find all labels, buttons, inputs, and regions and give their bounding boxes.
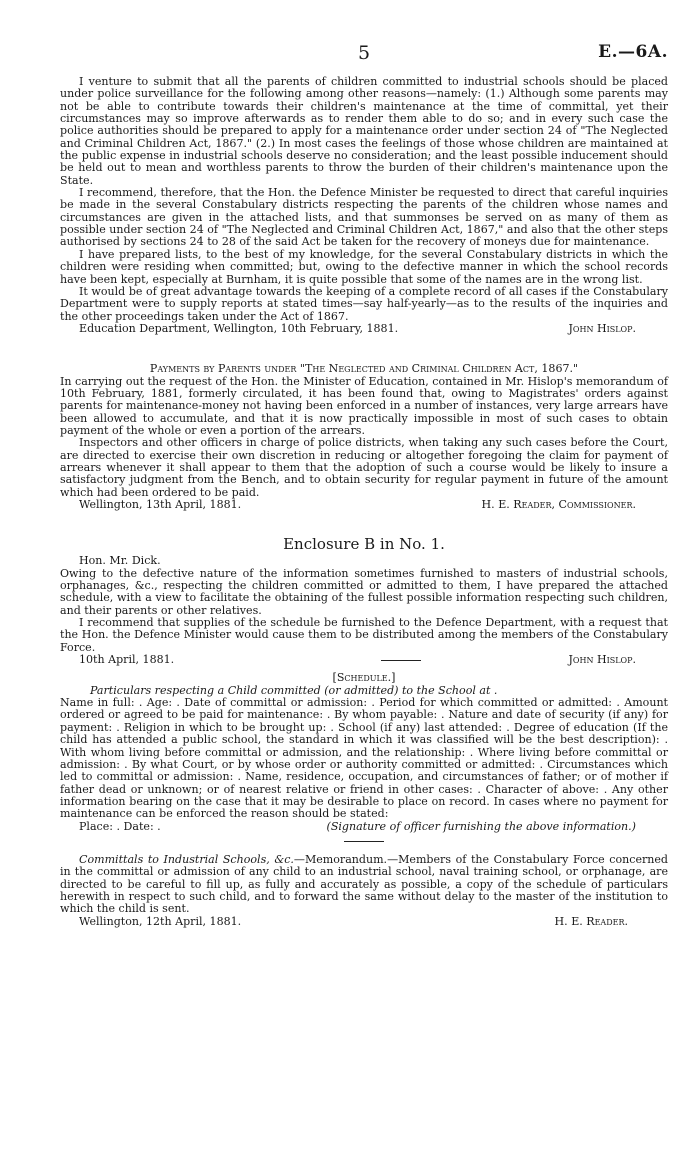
- schedule-body: Name in full: . Age: . Date of committal or admission: . Period for which committed or admitted: . Amount ordered or agreed to be paid for maintenance: . By whom payable: . Nature and date of security (if any) for payment: . Religion in which to be brought up: . School (if any) last attended: . Degree of education (If the child has attended a public school, the standard in which it was classified will be the best description): . With whom living before committal or admission, and the relationship: . Where living before committal or admission: . By what Court, or by whose order or authority committed or admitted: . Circumstances which led to committal or admission: . Name, residence, occupation, and circumstances of father; or of mother if father dead or unknown; or of nearest relative or friend in other cases: . Character of above: . Any other information bearing on the case that it may be desirable to place on record. In cases where no payment for maintenance can be enforced the reason should be stated:: [60, 696, 668, 821]
- page-body: [60, 76, 668, 928]
- document-reference: E.—6A.: [598, 42, 668, 62]
- memorandum-section: [60, 854, 668, 928]
- hislop-letter: [60, 76, 668, 335]
- signature: H. E. Reader.: [554, 914, 628, 928]
- paragraph: I have prepared lists, to the best of my knowledge, for the several Constabulary districts in which the children were residing when committed; but, owing to the defective manner in which the school records have been kept, especially at Burnham, it is quite possible that some of the names are in the wrong list.: [60, 247, 668, 286]
- schedule-heading-text: Particulars respecting a Child committed (or admitted) to the School at .: [90, 683, 498, 697]
- memorandum-signoff: [60, 916, 668, 928]
- letter-signoff: [60, 323, 668, 335]
- paragraph: I recommend that supplies of the schedule be furnished to the Defence Department, with a request that the Hon. the Defence Minister would cause them to be distributed among the members of the Constabulary Force.: [60, 616, 668, 654]
- place-date: Wellington, 13th April, 1881.: [79, 498, 242, 511]
- divider: [344, 841, 384, 842]
- schedule-section: [60, 672, 668, 841]
- signature: H. E. Reader, Commissioner.: [481, 498, 636, 511]
- signature: John Hislop.: [568, 653, 636, 667]
- paragraph: Owing to the defective nature of the information sometimes furnished to masters of industrial schools, orphanages, &c., respecting the children committed or admitted to them, I have prepared the attached schedule, with a view to facilitate the obtaining of the fullest possible information respecting such children, and their parents or other relatives.: [60, 566, 668, 617]
- section-title: Payments by Parents under "The Neglected and Criminal Children Act, 1867.": [149, 362, 579, 376]
- enclosure-section: [60, 535, 668, 666]
- paragraph: Inspectors and other officers in charge of police districts, when taking any such cases before the Court, are directed to exercise their own discretion in reducing or altogether foregoing the claim for payment of arrears whenever it shall appear to them that the adoption of such a course would be likely to insure a satisfactory judgment from the Bench, and to obtain security for regular payment in future of the amount which had been ordered to be paid.: [60, 436, 668, 499]
- divider: [381, 660, 421, 661]
- paragraph: I recommend, therefore, that the Hon. the Defence Minister be requested to direct that careful inquiries be made in the several Constabulary districts respecting the parents of the children whose names and circumstances are given in the attached lists, and that summonses be served on as many of them as possible under section 24 of "The Neglected and Criminal Children Act, 1867," and also that the other steps authorised by sections 24 to 28 of the said Act be taken for the recovery of moneys due for maintenance.: [60, 186, 668, 249]
- page-number: 5: [357, 42, 371, 64]
- schedule-signoff: [60, 821, 668, 833]
- payments-signoff: [60, 499, 668, 511]
- paragraph: It would be of great advantage towards the keeping of a complete record of all cases if the Constabulary Department were to supply reports at stated times—say half-yearly—as to the results of the inquiries and the other proceedings taken under the Act of 1867.: [60, 284, 668, 323]
- paragraph: I venture to submit that all the parents of children committed to industrial schools should be placed under police surveillance for the following among other reasons—namely: (1.) Although some parents may not be able to contribute towards their children's maintenance at the time of committal, yet their circumstances may so improve afterwards as to render them able to do so; and in every such case the police authorities should be prepared to apply for a maintenance order under section 24 of "The Neglected and Criminal Children Act, 1867." (2.) In most cases the feelings of those whose children are maintained at the public expense in industrial schools deserve no consideration; and the least possible inducement should be held out to mean and worthless parents to throw the burden of their children's maintenance upon the State.: [60, 75, 668, 187]
- signature-label: (Signature of officer furnishing the above information.): [326, 819, 636, 833]
- memo-text: —Memorandum.—Members of the Constabulary Force concerned in the committal or admission of any child to an industrial school, naval training school, or orphanage, are directed to be careful to fill up, as fully and accurately as possible, a copy of the schedule of particulars herewith in respect to such child, and to forward the same without delay to the master of the institution to which the child is sent.: [60, 852, 668, 916]
- place-date: Education Department, Wellington, 10th February, 1881.: [79, 321, 399, 335]
- place-label: Place: . Date: .: [79, 819, 161, 833]
- page-header: [60, 42, 668, 66]
- memorandum-paragraph: [60, 854, 668, 916]
- schedule-title: [Schedule.]: [332, 671, 396, 685]
- enclosure-title: Enclosure B in No. 1.: [283, 535, 445, 554]
- memo-heading: Committals to Industrial Schools, &c.: [79, 852, 294, 866]
- signature: John Hislop.: [568, 321, 636, 335]
- enclosure-signoff: [60, 654, 668, 666]
- payments-section: [60, 363, 668, 511]
- addressee: Hon. Mr. Dick.: [79, 554, 161, 568]
- date: 10th April, 1881.: [79, 653, 175, 667]
- paragraph: In carrying out the request of the Hon. the Minister of Education, contained in Mr. Hislop's memorandum of 10th February, 1881, formerly circulated, it has been found that, owing to Magistrates' orders against parents for maintenance-money not having been enforced in a number of instances, very large arrears have been allowed to accumulate, and that it is now practically impossible in most of such cases to obtain payment of the whole or even a portion of the arrears.: [60, 374, 668, 437]
- place-date: Wellington, 12th April, 1881.: [79, 914, 242, 928]
